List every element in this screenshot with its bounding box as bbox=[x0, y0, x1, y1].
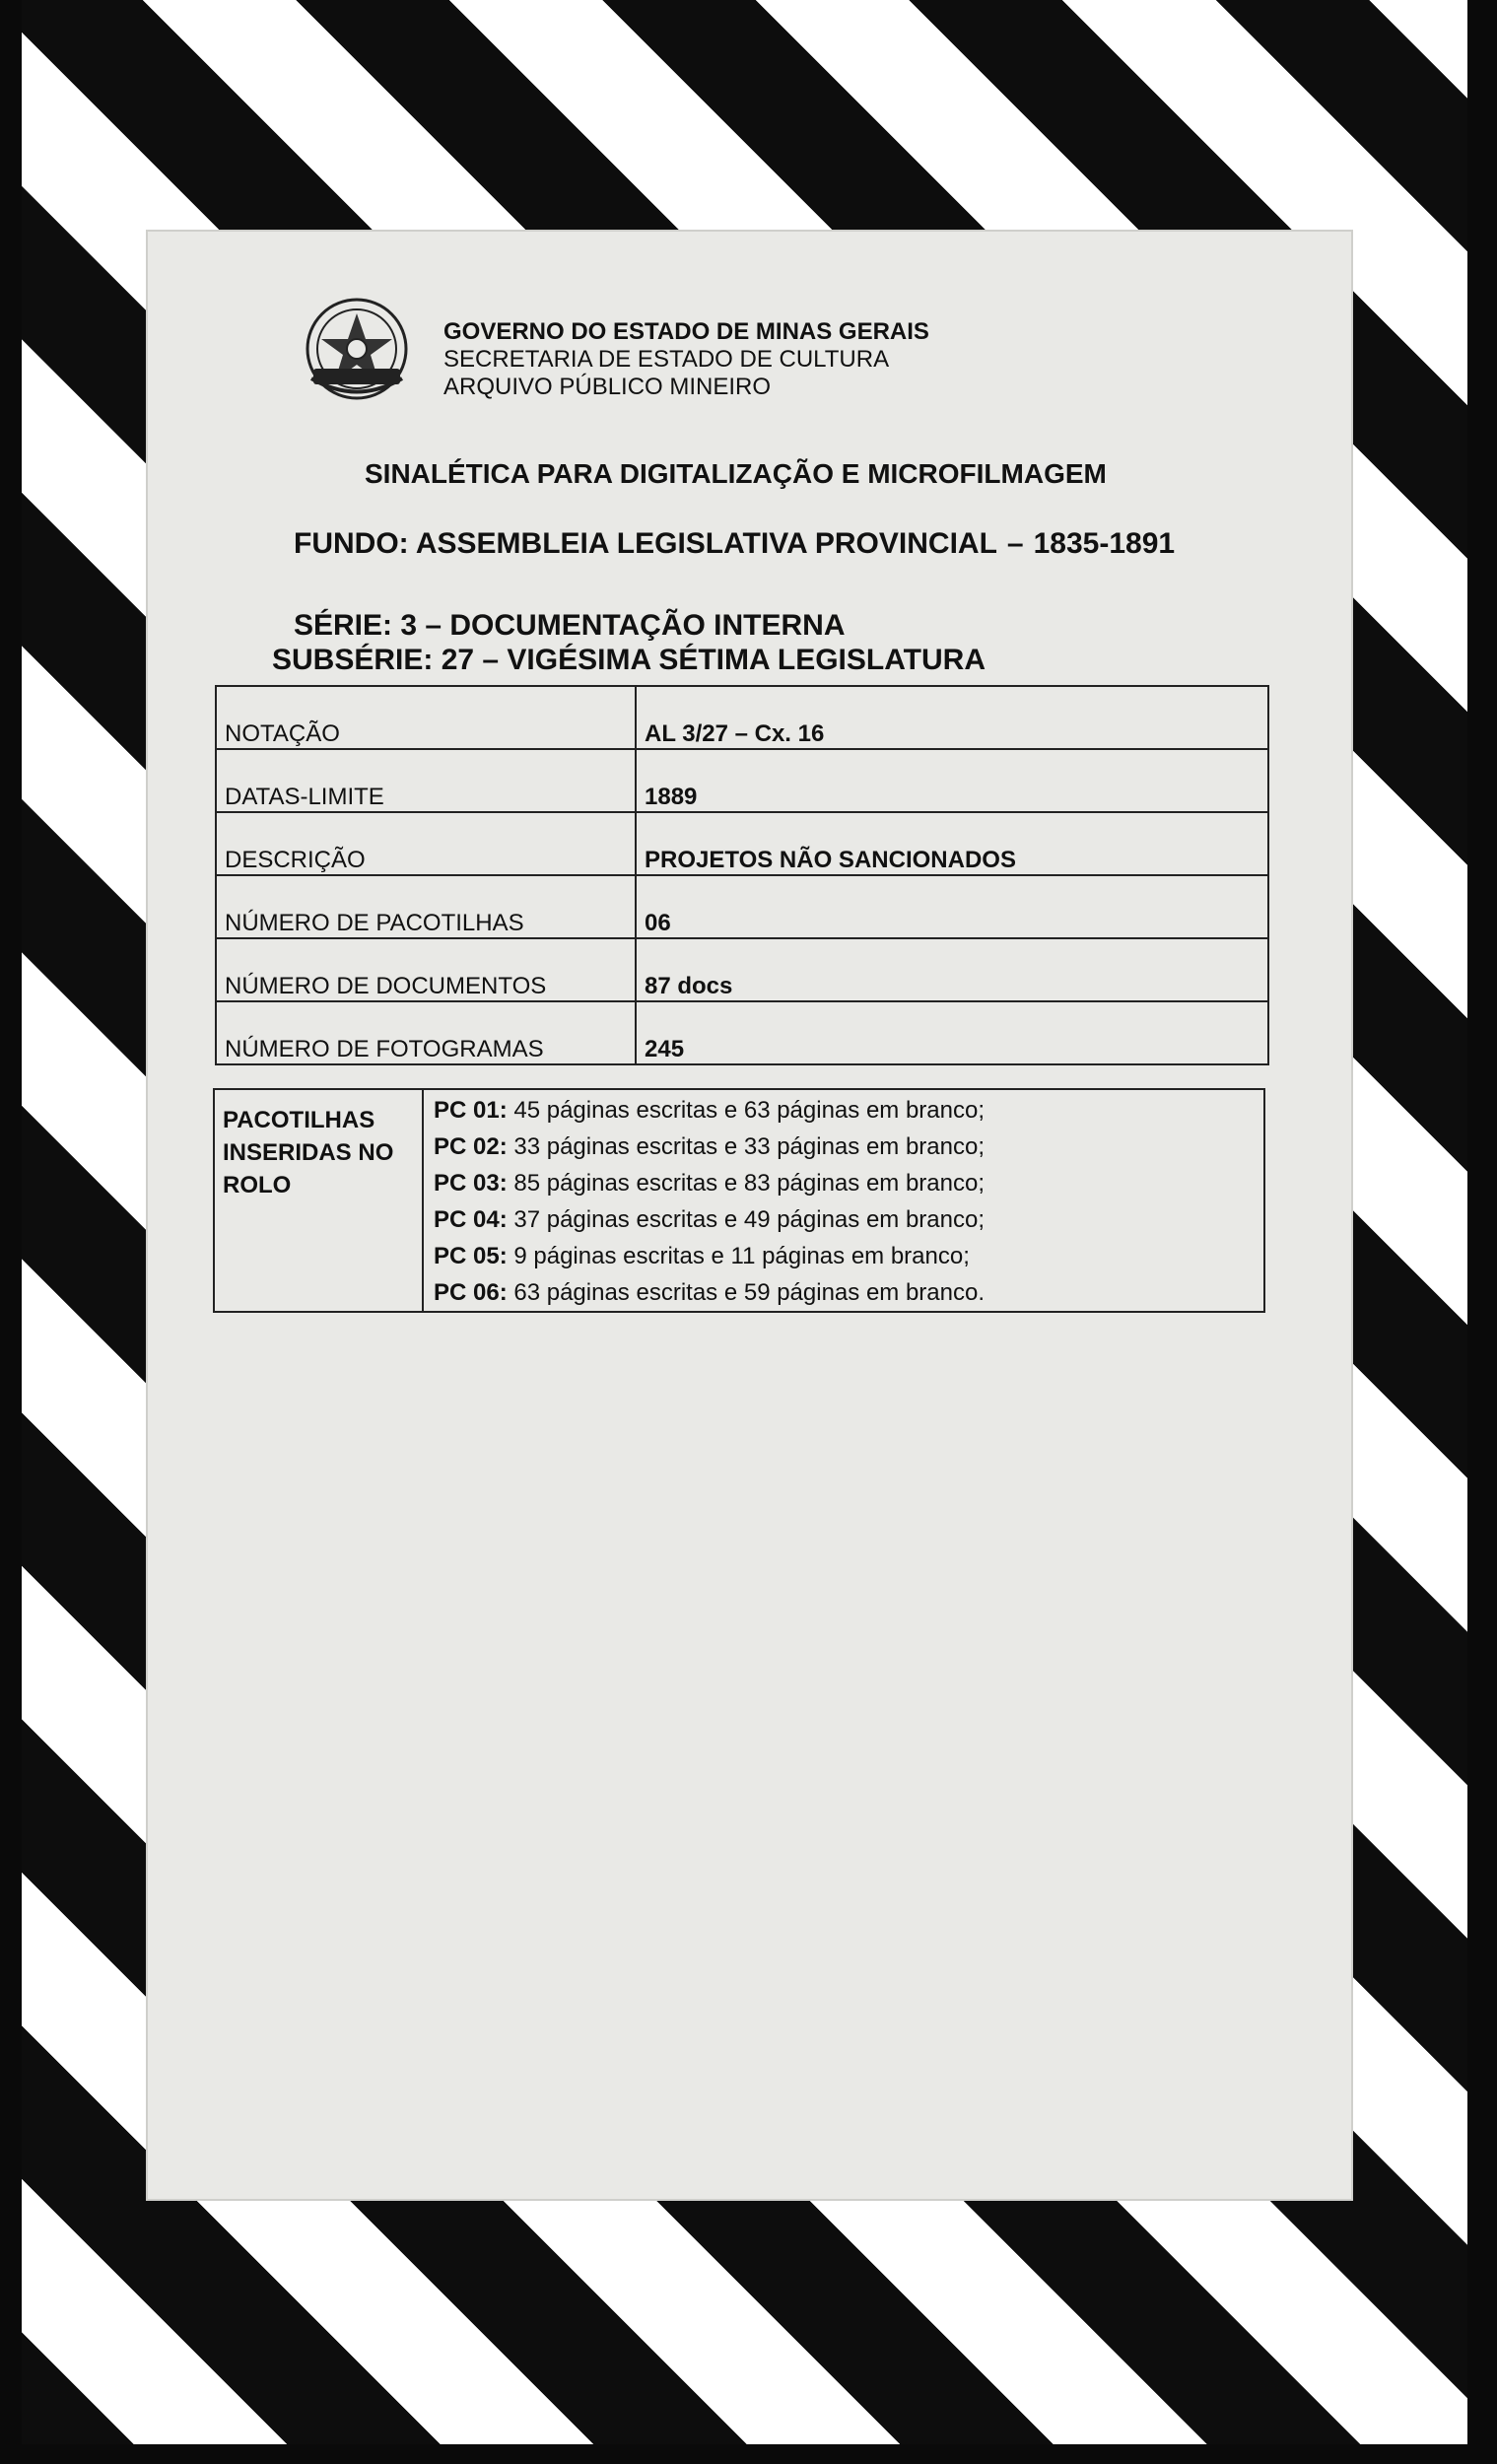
pc-text: 85 páginas escritas e 83 páginas em branco; bbox=[507, 1170, 986, 1197]
row-label: DESCRIÇÃO bbox=[216, 812, 636, 875]
pc-text: 45 páginas escritas e 63 páginas em branco; bbox=[507, 1097, 986, 1124]
pacotilhas-table bbox=[213, 1088, 1265, 1313]
pc-text: 63 páginas escritas e 59 páginas em branco. bbox=[507, 1279, 986, 1306]
pacotilhas-label: PACOTILHAS INSERIDAS NO ROLO bbox=[214, 1089, 423, 1312]
subserie-line: SUBSÉRIE: 27 – VIGÉSIMA SÉTIMA LEGISLATURA bbox=[272, 644, 986, 676]
pc-text: 33 páginas escritas e 33 páginas em branco; bbox=[507, 1133, 986, 1160]
pc-code: PC 03: bbox=[434, 1170, 508, 1197]
table-row bbox=[216, 686, 1268, 749]
header-secretariat: SECRETARIA DE ESTADO DE CULTURA bbox=[443, 346, 890, 373]
row-value: AL 3/27 – Cx. 16 bbox=[636, 686, 1268, 749]
pc-text: 9 páginas escritas e 11 páginas em branco; bbox=[507, 1243, 970, 1269]
fundo-period: 1835-1891 bbox=[1033, 527, 1176, 560]
page-title: SINALÉTICA PARA DIGITALIZAÇÃO E MICROFILMAGEM bbox=[365, 458, 1107, 489]
info-table bbox=[215, 685, 1269, 1065]
row-value: PROJETOS NÃO SANCIONADOS bbox=[636, 812, 1268, 875]
bottom-film-edge bbox=[0, 2444, 1497, 2464]
list-item bbox=[434, 1092, 1263, 1129]
row-value: 1889 bbox=[636, 749, 1268, 812]
right-film-edge bbox=[1467, 0, 1497, 2464]
fundo-label: FUNDO: ASSEMBLEIA LEGISLATIVA PROVINCIAL bbox=[294, 527, 997, 560]
left-film-edge bbox=[0, 0, 22, 2464]
table-row bbox=[216, 938, 1268, 1001]
list-item bbox=[434, 1129, 1263, 1165]
row-label: NÚMERO DE FOTOGRAMAS bbox=[216, 1001, 636, 1064]
row-label: NÚMERO DE PACOTILHAS bbox=[216, 875, 636, 938]
table-row bbox=[216, 875, 1268, 938]
list-item bbox=[434, 1274, 1263, 1311]
table-row bbox=[216, 749, 1268, 812]
table-row bbox=[214, 1089, 1264, 1312]
pacotilhas-list bbox=[423, 1089, 1264, 1312]
row-label: NÚMERO DE DOCUMENTOS bbox=[216, 938, 636, 1001]
state-seal-icon bbox=[298, 292, 416, 410]
table-row bbox=[216, 812, 1268, 875]
pc-text: 37 páginas escritas e 49 páginas em branco; bbox=[507, 1206, 986, 1233]
fundo-line bbox=[294, 527, 1175, 561]
pc-code: PC 02: bbox=[434, 1133, 508, 1160]
pc-code: PC 01: bbox=[434, 1097, 508, 1124]
list-item bbox=[434, 1165, 1263, 1201]
table-row bbox=[216, 1001, 1268, 1064]
list-item bbox=[434, 1201, 1263, 1238]
list-item bbox=[434, 1238, 1263, 1274]
row-label: DATAS-LIMITE bbox=[216, 749, 636, 812]
row-label: NOTAÇÃO bbox=[216, 686, 636, 749]
fundo-separator: – bbox=[1006, 527, 1024, 560]
pc-code: PC 06: bbox=[434, 1279, 508, 1306]
pc-code: PC 04: bbox=[434, 1206, 508, 1233]
serie-line: SÉRIE: 3 – DOCUMENTAÇÃO INTERNA bbox=[294, 609, 846, 642]
row-value: 245 bbox=[636, 1001, 1268, 1064]
document-card bbox=[146, 230, 1353, 2201]
row-value: 06 bbox=[636, 875, 1268, 938]
header-archive: ARQUIVO PÚBLICO MINEIRO bbox=[443, 374, 772, 400]
header-government: GOVERNO DO ESTADO DE MINAS GERAIS bbox=[443, 318, 929, 345]
pc-code: PC 05: bbox=[434, 1243, 508, 1269]
row-value: 87 docs bbox=[636, 938, 1268, 1001]
